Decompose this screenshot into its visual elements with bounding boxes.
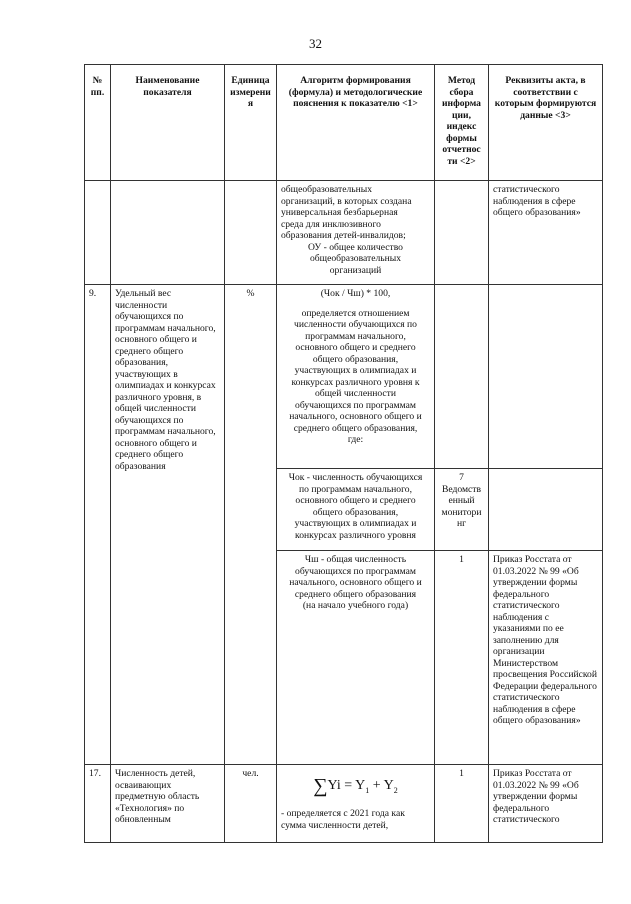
cell-chok-method: 7 Ведомств енный монитори нг	[435, 469, 489, 551]
algorithm-ou: ОУ - общее количество общеобразовательных организаций	[308, 241, 403, 276]
sum-formula: $\sum Yi = Y_1 + Y_2$	[313, 775, 398, 797]
header-algorithm: Алгоритм формирования (формула) и методологические пояснения к показателю <1>	[277, 65, 435, 181]
cell-name	[111, 181, 225, 285]
indicators-table	[84, 64, 603, 843]
header-row	[85, 65, 603, 181]
cell-chsh-method: 1	[435, 551, 489, 765]
sigma-icon: ∑	[313, 775, 328, 797]
cell-method	[435, 285, 489, 469]
table-row	[85, 181, 603, 285]
cell-chsh: Чш - общая численность обучающихся по программам начального, основного общего и среднего общего образования (на начало учебного года)	[277, 551, 435, 765]
cell-method: 1	[435, 765, 489, 843]
definition: - определяется с 2021 года как сумма численности детей,	[281, 808, 405, 831]
header-num: № пп.	[85, 65, 111, 181]
cell-unit	[225, 181, 277, 285]
cell-num	[85, 181, 111, 285]
cell-requisites: статистического наблюдения в сфере общего образования»	[489, 181, 603, 285]
cell-method	[435, 181, 489, 285]
formula: (Чок / Чш) * 100,	[320, 288, 391, 299]
cell-algorithm	[277, 765, 435, 843]
table-row	[85, 765, 603, 843]
page-number: 32	[309, 36, 322, 51]
header-unit: Единица измерени я	[225, 65, 277, 181]
table-row	[85, 285, 603, 469]
cell-requisites	[489, 469, 603, 551]
cell-algorithm	[277, 181, 435, 285]
cell-algorithm	[277, 285, 435, 469]
cell-num: 17.	[85, 765, 111, 843]
cell-requisites: Приказ Росстата от 01.03.2022 № 99 «Об утверждении формы федерального статистического	[489, 765, 603, 843]
cell-unit: %	[225, 285, 277, 765]
cell-requisites	[489, 285, 603, 469]
algorithm-text: общеобразовательных организаций, в которых создана универсальная безбарьерная среда для инклюзивного образования детей-инвалидов;	[281, 184, 412, 241]
cell-name: Численность детей, осваивающих предметную область «Технология» по обновленным	[111, 765, 225, 843]
header-method: Метод сбора информа ции, индекс формы отчетнос ти <2>	[435, 65, 489, 181]
cell-chok: Чок - численность обучающихся по программам начального, основного общего и среднего общего образования, участвующих в олимпиадах и конкурсах различного уровня	[277, 469, 435, 551]
definition: определяется отношением численности обучающихся по программам начального, основного общего и среднего общего образования, участвующих в олимпиадах и конкурсах различного уровня к общей численности обучающихся по программам начального, основного общего и среднего общего образования, где:	[289, 307, 422, 445]
cell-num: 9.	[85, 285, 111, 765]
cell-unit: чел.	[225, 765, 277, 843]
header-requisites: Реквизиты акта, в соответствии с которым формируются данные <3>	[489, 65, 603, 181]
cell-chsh-requisites: Приказ Росстата от 01.03.2022 № 99 «Об утверждении формы федерального статистического наблюдения с указаниями по ее заполнению для организации Министерством просвещения Российской Федерации федерального статистического наблюдения в сфере общего образования»	[489, 551, 603, 765]
cell-name: Удельный вес численности обучающихся по программам начального, основного общего и среднего общего образования, участвующих в олимпиадах и конкурсах различного уровня, в общей численности обучающихся по программам начального, основного общего и среднего общего образования	[111, 285, 225, 765]
header-name: Наименование показателя	[111, 65, 225, 181]
